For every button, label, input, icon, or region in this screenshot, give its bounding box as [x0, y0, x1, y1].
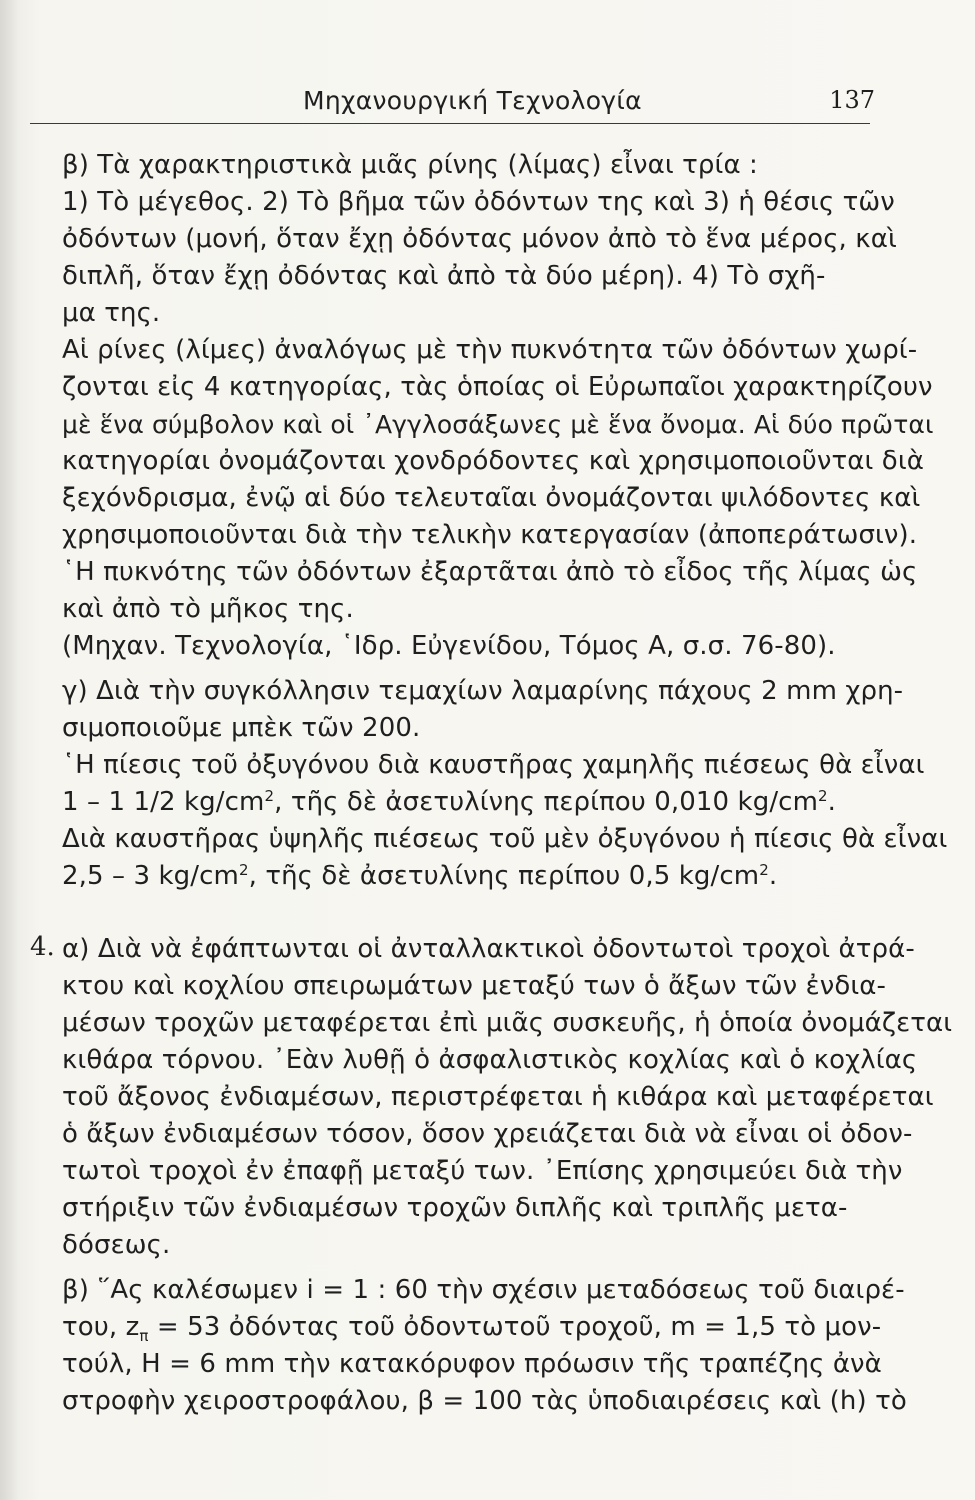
text-line: ξεχόνδρισμα, ἐνῷ αἱ δύο τελευταῖαι ὀνομάζονται ψιλόδοντες καὶ [62, 483, 921, 513]
text-line [62, 858, 877, 895]
text-line: μὲ ἕνα σύμβολον καὶ οἱ ᾿Αγγλοσάξωνες μὲ ἕνα ὄνομα. Αἱ δύο πρῶται [62, 410, 934, 439]
text-line: χρησιμοποιοῦνται διὰ τὴν τελικὴν κατεργασίαν (ἀποπεράτωσιν). [62, 520, 918, 550]
text-line: τούλ, H = 6 mm τὴν κατακόρυφον πρόωσιν τῆς τραπέζης ἀνὰ [62, 1349, 882, 1379]
text-fragment: 1 – 1 1/2 kg/cm [62, 787, 265, 817]
text-line: μα της. [62, 298, 161, 328]
header-rule [30, 123, 870, 124]
text-line: σιμοποιοῦμε μπὲκ τῶν 200. [62, 713, 421, 743]
text-fragment: . [827, 787, 837, 817]
text-line: Διὰ καυστῆρας ὑψηλῆς πιέσεως τοῦ μὲν ὀξυγόνου ἡ πίεσις θὰ εἶναι [62, 824, 948, 854]
text-line: ὀδόντων (μονή, ὅταν ἔχῃ ὀδόντας μόνον ἀπὸ τὸ ἕνα μέρος, καὶ [62, 224, 897, 254]
running-title: Μηχανουργική Τεχνολογία [303, 86, 642, 115]
question-number: 4. [30, 932, 55, 962]
text-line: κτου καὶ κοχλίου σπειρωμάτων μεταξύ των ὁ ἄξων τῶν ἐνδια- [62, 971, 887, 1001]
superscript: 2 [818, 787, 828, 805]
text-fragment: του, z [62, 1312, 140, 1342]
spacer [62, 665, 877, 673]
text-fragment: . [768, 861, 778, 891]
text-line: μέσων τροχῶν μεταφέρεται ἐπὶ μιᾶς συσκευῆς, ἡ ὁποία ὀνομάζεται [62, 1008, 953, 1038]
page-gutter-shadow [0, 0, 18, 1500]
superscript: 2 [238, 861, 249, 879]
page-body [62, 147, 953, 1420]
text-line [62, 1309, 882, 1346]
text-line: ῾Η πίεσις τοῦ ὀξυγόνου διὰ καυστῆρας χαμηλῆς πιέσεως θὰ εἶναι [62, 750, 925, 780]
text-line: κιθάρα τόρνου. ᾿Εὰν λυθῇ ὁ ἀσφαλιστικὸς κοχλίας καὶ ὁ κοχλίας [62, 1045, 918, 1075]
superscript: 2 [264, 787, 275, 805]
spacer [62, 1264, 877, 1272]
text-line: καὶ ἀπὸ τὸ μῆκος της. [62, 594, 354, 624]
text-line: β) Τὰ χαρακτηριστικὰ μιᾶς ρίνης (λίμας) εἶναι τρία : [62, 150, 758, 180]
text-line: τωτοὶ τροχοὶ ἐν ἐπαφῇ μεταξύ των. ᾿Επίσης χρησιμεύει διὰ τὴν [62, 1156, 903, 1186]
spacer [62, 895, 877, 931]
text-fragment: , τῆς δὲ ἀσετυλίνης περίπου 0,010 kg/cm [274, 787, 819, 817]
text-line: γ) Διὰ τὴν συγκόλλησιν τεμαχίων λαμαρίνης πάχους 2 mm χρη- [62, 676, 904, 706]
text-line: β) ῞Ας καλέσωμεν i = 1 : 60 τὴν σχέσιν μεταδόσεως τοῦ διαιρέ- [62, 1275, 905, 1305]
text-line: α) Διὰ νὰ ἐφάπτωνται οἱ ἀνταλλακτικοὶ ὀδοντωτοὶ τροχοὶ ἀτρά- [62, 934, 915, 964]
text-line: ὁ ἄξων ἐνδιαμέσων τόσον, ὅσον χρειάζεται διὰ νὰ εἶναι οἱ ὀδον- [62, 1119, 913, 1149]
text-line: κατηγορίαι ὀνομάζονται χονδρόδοντες καὶ χρησιμοποιοῦνται διὰ [62, 446, 924, 476]
text-fragment: = 53 ὀδόντας τοῦ ὀδοντωτοῦ τροχοῦ, m = 1,5 τὸ μον- [148, 1312, 882, 1342]
citation-line: (Μηχαν. Τεχνολογία, ῾Ιδρ. Εὐγενίδου, Τόμος Α, σ.σ. 76-80). [62, 631, 836, 661]
text-line: τοῦ ἄξονος ἐνδιαμέσων, περιστρέφεται ἡ κιθάρα καὶ μεταφέρεται [62, 1082, 934, 1112]
text-line: ζονται εἰς 4 κατηγορίας, τὰς ὁποίας οἱ Εὐρωπαῖοι χαρακτηρίζουν [62, 372, 933, 402]
text-line [62, 784, 877, 821]
text-fragment: 2,5 – 3 kg/cm [62, 861, 239, 891]
text-line: ῾Η πυκνότης τῶν ὀδόντων ἐξαρτᾶται ἀπὸ τὸ εἶδος τῆς λίμας ὡς [62, 557, 918, 587]
page-number: 137 [829, 86, 875, 114]
superscript: 2 [759, 861, 769, 879]
text-line: στροφὴν χειροστροφάλου, β = 100 τὰς ὑποδιαιρέσεις καὶ (h) τὸ [62, 1386, 907, 1416]
text-line: 1) Τὸ μέγεθος. 2) Τὸ βῆμα τῶν ὀδόντων της καὶ 3) ἡ θέσις τῶν [62, 187, 895, 217]
text-line: στήριξιν τῶν ἐνδιαμέσων τροχῶν διπλῆς καὶ τριπλῆς μετα- [62, 1193, 848, 1223]
text-line: διπλῆ, ὅταν ἔχῃ ὀδόντας καὶ ἀπὸ τὰ δύο μέρη). 4) Τὸ σχῆ- [62, 261, 826, 291]
page-header [55, 86, 875, 126]
subscript: π [139, 1327, 149, 1345]
text-fragment: , τῆς δὲ ἀσετυλίνης περίπου 0,5 kg/cm [248, 861, 760, 891]
text-line: δόσεως. [62, 1230, 171, 1260]
text-line: Αἱ ρίνες (λίμες) ἀναλόγως μὲ τὴν πυκνότητα τῶν ὀδόντων χωρί- [62, 335, 918, 365]
